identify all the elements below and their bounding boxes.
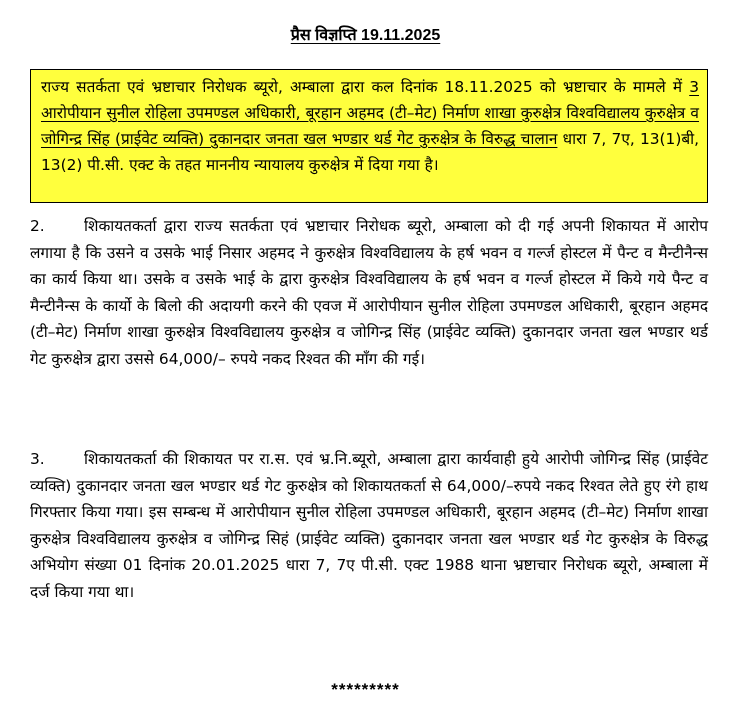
- paragraph-3-number: 3.: [30, 450, 45, 468]
- paragraph-2-text: शिकायतकर्ता द्वारा राज्य सतर्कता एवं भ्रष्टाचार निरोधक ब्यूरो, अम्बाला को दी गई अपनी शिकायत में आरोप लगाया है कि उसने व उसके भाई निसार अहमद ने कुरुक्षेत्र विश्वविद्यालय के हर्ष भवन व गर्ल्ज होस्टल में पैन्ट व मैन्टीनैन्स का कार्य किया था। उसके व उसके भाई के द्वारा कुरुक्षेत्र विश्वविद्यालय के हर्ष भवन व गर्ल्ज होस्टल में किये गये पैन्ट व मैन्टीनैन्स के कार्यो के बिलो की अदायगी करने की एवज में आरोपीयान सुनील रोहिला उपमण्डल अधिकारी, बूरहान अहमद (टी–मेट) निर्माण शाखा कुरुक्षेत्र विश्वविद्यालय कुरुक्षेत्र व जोगिन्द्र सिंह (प्राईवेट व्यक्ति) दुकानदार जनता खल भण्डार थर्ड गेट कुरुक्षेत्र द्वारा उससे 64,000/– रुपये नकद रिश्वत की माँग की गई।: [30, 217, 708, 368]
- paragraph-3: [30, 446, 708, 606]
- summary-text-tail: धारा 7, 7ए, 13(1)बी, 13(2) पी.सी. एक्ट के तहत माननीय न्यायालय कुरुक्षेत्र में दिया गया है।: [41, 130, 700, 174]
- summary-text-lead: राज्य सतर्कता एवं भ्रष्टाचार निरोधक ब्यूरो, अम्बाला द्वारा कल दिनांक 18.11.2025 को भ्रष्टाचार के मामले में: [41, 78, 690, 96]
- summary-underlined-accused: 3 आरोपीयान सुनील रोहिला उपमण्डल अधिकारी, बूरहान अहमद (टी–मेट) निर्माण शाखा कुरुक्षेत्र विश्वविद्यालय कुरुक्षेत्र व जोगिन्द्र सिंह (प्राईवेट व्यक्ति) दुकानदार जनता खल भण्डार थर्ड गेट कुरुक्षेत्र के विरुद्ध चालान: [41, 78, 699, 148]
- paragraph-3-text: शिकायतकर्ता की शिकायत पर रा.स. एवं भ्र.नि.ब्यूरो, अम्बाला द्वारा कार्यवाही हुये आरोपी जोगिन्द्र सिंह (प्राईवेट व्यक्ति) दुकानदार जनता खल भण्डार थर्ड गेट कुरुक्षेत्र को शिकायतकर्ता से 64,000/–रुपये नकद रिश्वत लेते हुए रंगे हाथ गिरफ्तार किया गया। इस सम्बन्ध में आरोपीयान सुनील रोहिला उपमण्डल अधिकारी, बूरहान अहमद (टी–मेट) निर्माण शाखा कुरुक्षेत्र विश्वविद्यालय कुरुक्षेत्र व जोगिन्द्र सिहं (प्राईवेट व्यक्ति) दुकानदार जनता खल भण्डार थर्ड गेट कुरुक्षेत्र के विरुद्ध अभियोग संख्या 01 दिनांक 20.01.2025 धारा 7, 7ए पी.सी. एक्ट 1988 थाना भ्रष्टाचार निरोधक ब्यूरो, अम्बाला में दर्ज किया गया था।: [30, 450, 708, 601]
- paragraph-2: [30, 213, 708, 373]
- end-of-document-mark: *********: [331, 680, 400, 699]
- paragraph-2-number: 2.: [30, 217, 45, 235]
- press-release-title: प्रैस विज्ञप्ति 19.11.2025: [290, 27, 441, 44]
- highlighted-summary-box: [30, 69, 708, 203]
